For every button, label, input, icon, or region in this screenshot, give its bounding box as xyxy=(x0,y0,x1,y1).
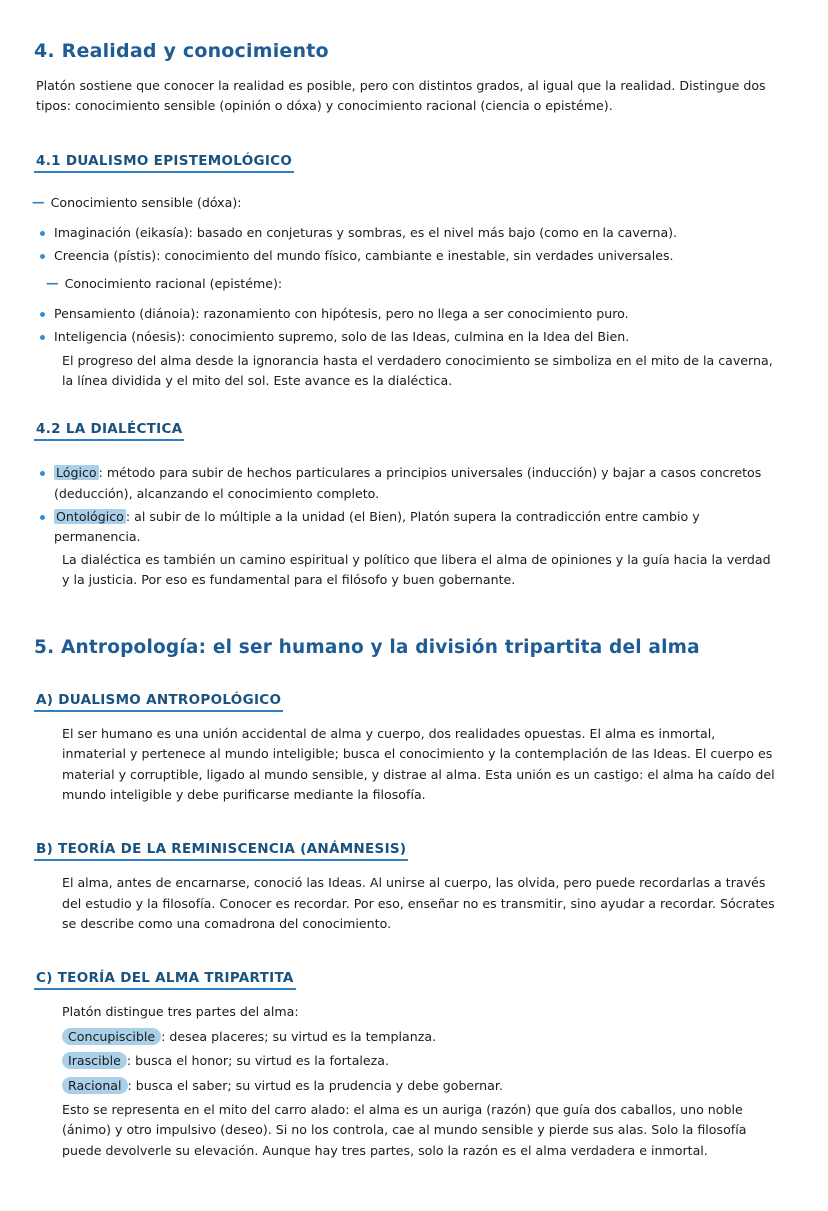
paragraph-alma-tripartita-lead: Platón distingue tres partes del alma: xyxy=(62,1004,299,1020)
spacer xyxy=(32,127,780,135)
section-title-antropologia: 5. Antropología: el ser humano y la división tripartita del alma xyxy=(34,636,700,658)
bullet-dot-icon xyxy=(40,312,45,317)
dash-marker-icon: — xyxy=(46,275,59,291)
highlight-term: Racional xyxy=(62,1077,128,1094)
paragraph-dialectica-progreso: El progreso del alma desde la ignorancia hasta el verdadero conocimiento se simboliza en el mito de la caverna, la línea dividida y el mito del sol. Este avance es la dialéctica. xyxy=(62,352,773,389)
list-item xyxy=(32,304,780,324)
list-item-rest: : al subir de lo múltiple a la unidad (el Bien), Platón supera la contradicción entre cambio y permanencia. xyxy=(54,508,700,544)
subsection-title-alma-tripartita: C) TEORÍA DEL ALMA TRIPARTITA xyxy=(34,970,296,990)
alma-part-racional xyxy=(32,1076,780,1096)
subsection-title-dualismo-antropologico: A) DUALISMO ANTROPOLÓGICO xyxy=(34,692,283,712)
dash-item-conocimiento-racional xyxy=(32,274,780,294)
alma-part-text: : desea placeres; su virtud es la templanza. xyxy=(161,1028,437,1044)
bullet-dot-icon xyxy=(40,254,45,259)
list-item-text xyxy=(54,507,780,547)
subsection-title-dualismo-epistemologico: 4.1 DUALISMO EPISTEMOLÓGICO xyxy=(34,153,294,173)
alma-part-text: : busca el saber; su virtud es la prudencia y debe gobernar. xyxy=(127,1077,503,1093)
list-item xyxy=(32,327,780,347)
bullet-list-racional xyxy=(32,304,780,391)
section-title-realidad: 4. Realidad y conocimiento xyxy=(34,40,329,62)
alma-part-concupiscible xyxy=(32,1027,780,1047)
list-item xyxy=(32,246,780,266)
spacer xyxy=(32,815,780,823)
list-item-text: Inteligencia (nóesis): conocimiento supremo, solo de las Ideas, culmina en la Idea del Bien. xyxy=(54,329,630,345)
dash-item-conocimiento-sensible xyxy=(32,193,780,213)
section-intro-realidad: Platón sostiene que conocer la realidad es posible, pero con distintos grados, al igual que la realidad. Distingue dos tipos: conocimiento sensible (opinión o dóxa) y conocimiento racional (ciencia o epistéme). xyxy=(36,78,766,114)
list-item-text: Imaginación (eikasía): basado en conjeturas y sombras, es el nivel más bajo (como en la caverna). xyxy=(54,224,678,240)
dash-item-label: Conocimiento racional (epistéme): xyxy=(64,276,283,292)
bullet-dot-icon xyxy=(40,471,45,476)
highlight-term: Irascible xyxy=(62,1052,127,1069)
paragraph-dualismo-antropologico: El ser humano es una unión accidental de alma y cuerpo, dos realidades opuestas. El alma es inmortal, inmaterial y pertenece al mundo inteligible; busca el conocimiento y la contemplación de las Ideas. El cuerpo es material y corruptible, ligado al mundo sensible, y distrae al alma. Esta unión es un castigo: el alma ha caído del mundo inteligible y debe purificarse mediante la filosofía. xyxy=(62,725,775,802)
alma-part-irascible xyxy=(32,1051,780,1071)
highlight-term: Concupiscible xyxy=(62,1028,161,1045)
spacer xyxy=(32,395,780,403)
list-item-text: Pensamiento (diánoia): razonamiento con hipótesis, pero no llega a ser conocimiento puro. xyxy=(54,306,629,322)
paragraph-reminiscencia: El alma, antes de encarnarse, conoció las Ideas. Al unirse al cuerpo, las olvida, pero puede recordarlas a través del estudio y la filosofía. Conocer es recordar. Por eso, enseñar no es transmitir, sino ayudar a recordar. Sócrates se describe como una comadrona del conocimiento. xyxy=(62,875,775,932)
list-item xyxy=(32,223,780,243)
spacer xyxy=(32,595,780,611)
list-item xyxy=(32,463,780,503)
subsection-title-la-dialectica: 4.2 LA DIALÉCTICA xyxy=(34,421,184,441)
spacer xyxy=(32,944,780,952)
bullet-dot-icon xyxy=(40,231,45,236)
list-item-text: Creencia (pístis): conocimiento del mundo físico, cambiante e inestable, sin verdades universales. xyxy=(54,248,674,264)
list-item-text xyxy=(54,463,780,503)
list-item xyxy=(32,507,780,547)
bullet-list-sensible xyxy=(32,223,780,266)
bullet-dot-icon xyxy=(40,515,45,520)
paragraph-carro-alado: Esto se representa en el mito del carro alado: el alma es un auriga (razón) que guía dos caballos, uno noble (ánimo) y otro impulsivo (deseo). Si no los controla, cae al mundo sensible y pierde sus alas. Solo la filosofía puede devolverle su elevación. Aunque hay tres partes, solo la razón es el alma verdadera e inmortal. xyxy=(62,1102,747,1158)
bullet-dot-icon xyxy=(40,335,45,340)
list-item-rest: : método para subir de hechos particulares a principios universales (inducción) y bajar a casos concretos (deducción), alcanzando el conocimiento completo. xyxy=(54,465,762,501)
highlight-term: Ontológico xyxy=(56,508,124,524)
dash-item-label: Conocimiento sensible (dóxa): xyxy=(50,194,242,210)
bullet-list-dialectica xyxy=(32,463,780,590)
dash-marker-icon: — xyxy=(32,193,45,209)
paragraph-dialectica-cierre: La dialéctica es también un camino espiritual y político que libera el alma de opiniones y la guía hacia la verdad y la justicia. Por eso es fundamental para el filósofo y buen gobernante. xyxy=(62,551,771,588)
alma-part-text: : busca el honor; su virtud es la fortaleza. xyxy=(126,1053,389,1069)
highlight-term: Lógico xyxy=(56,465,97,481)
subsection-title-reminiscencia: B) TEORÍA DE LA REMINISCENCIA (ANÁMNESIS) xyxy=(34,841,408,861)
